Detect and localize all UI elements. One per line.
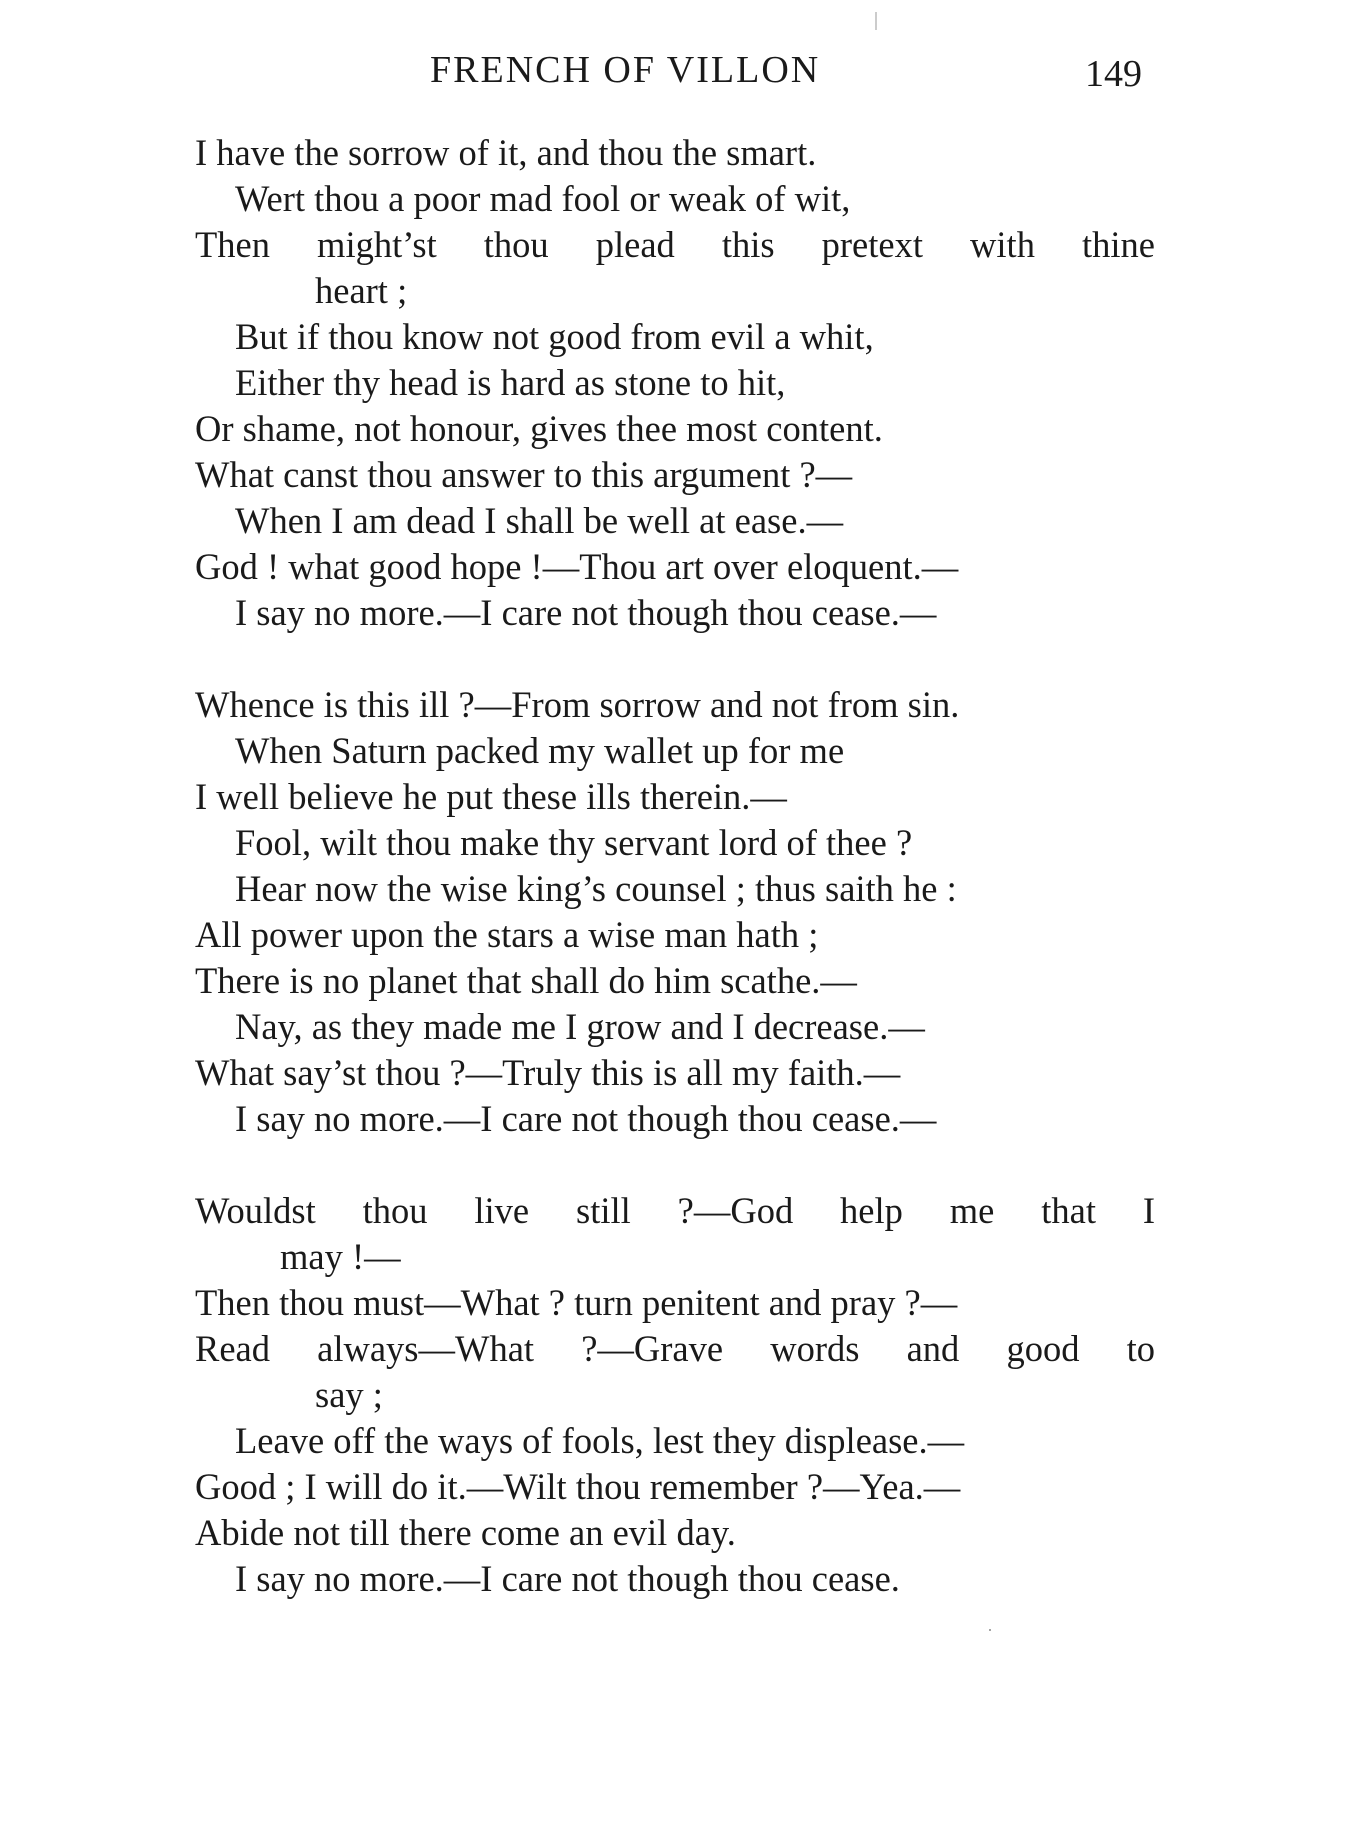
verse-line: Wouldst thou live still ?—God help me that I <box>195 1190 1155 1231</box>
verse-line: Nay, as they made me I grow and I decrease.— <box>235 1006 925 1047</box>
running-title: FRENCH OF VILLON <box>430 49 821 91</box>
verse-line: When Saturn packed my wallet up for me <box>235 730 845 771</box>
verse-line: Fool, wilt thou make thy servant lord of thee ? <box>235 822 913 863</box>
verse-line: What say’st thou ?—Truly this is all my faith.— <box>195 1052 901 1093</box>
verse-line: Hear now the wise king’s counsel ; thus saith he : <box>235 868 957 909</box>
verse-line: God ! what good hope !—Thou art over eloquent.— <box>195 546 959 587</box>
verse-line: Read always—What ?—Grave words and good to <box>195 1328 1155 1369</box>
verse-line: Then might’st thou plead this pretext with thine <box>195 224 1155 265</box>
bottom-speck-dot <box>989 1629 991 1631</box>
verse-line: Abide not till there come an evil day. <box>195 1512 736 1553</box>
verse-line: Either thy head is hard as stone to hit, <box>235 362 786 403</box>
verse-line: I have the sorrow of it, and thou the smart. <box>195 132 817 173</box>
page-header <box>0 48 1351 98</box>
verse-line: There is no planet that shall do him scathe.— <box>195 960 857 1001</box>
verse-line: Then thou must—What ? turn penitent and pray ?— <box>195 1282 958 1323</box>
verse-line: Leave off the ways of fools, lest they displease.— <box>235 1420 965 1461</box>
verse-line: I say no more.—I care not though thou cease.— <box>235 1098 937 1139</box>
verse-line: Or shame, not honour, gives thee most content. <box>195 408 883 449</box>
verse-line: heart ; <box>315 270 408 311</box>
verse-line: But if thou know not good from evil a whit, <box>235 316 874 357</box>
verse-line: All power upon the stars a wise man hath ; <box>195 914 819 955</box>
verse-line: say ; <box>315 1374 383 1415</box>
stanza <box>195 682 1155 1142</box>
stanza <box>195 1188 1155 1602</box>
verse-line: Good ; I will do it.—Wilt thou remember ?—Yea.— <box>195 1466 961 1507</box>
verse-line: Wert thou a poor mad fool or weak of wit, <box>235 178 851 219</box>
verse-line: When I am dead I shall be well at ease.— <box>235 500 844 541</box>
verse-line: I say no more.—I care not though thou cease.— <box>235 592 937 633</box>
verse-line: I say no more.—I care not though thou cease. <box>235 1558 900 1599</box>
verse-line: Whence is this ill ?—From sorrow and not from sin. <box>195 684 960 725</box>
verse-line: may !— <box>280 1236 401 1277</box>
verse-line: I well believe he put these ills therein.— <box>195 776 787 817</box>
page-number: 149 <box>1085 53 1142 95</box>
poem-body <box>195 130 1155 1602</box>
verse-line: What canst thou answer to this argument ?— <box>195 454 853 495</box>
stanza <box>195 130 1155 636</box>
